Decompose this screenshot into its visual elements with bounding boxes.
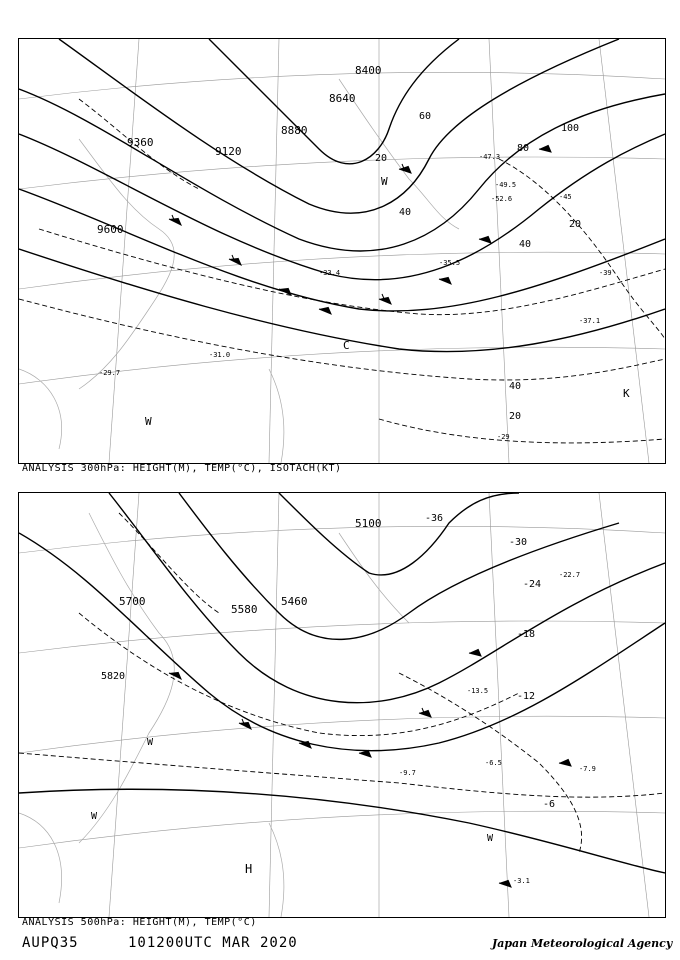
height-label: 9600 bbox=[97, 223, 124, 236]
temp-label: -7.9 bbox=[579, 765, 596, 773]
warm-marker: W bbox=[91, 811, 98, 822]
height-label: 8880 bbox=[281, 124, 308, 137]
temp-label: -18 bbox=[517, 629, 536, 640]
height-label: 9120 bbox=[215, 145, 242, 158]
isotach-label: 40 bbox=[519, 239, 532, 250]
height-label: 5460 bbox=[281, 595, 308, 608]
temp-label: -39 bbox=[599, 269, 612, 277]
temp-label: -6.5 bbox=[485, 759, 502, 767]
valid-time: 101200UTC MAR 2020 bbox=[128, 935, 298, 951]
map-300hpa-panel bbox=[18, 38, 666, 464]
map-300hpa-canvas bbox=[19, 39, 665, 463]
height-label: 8640 bbox=[329, 92, 356, 105]
isotach-label: 80 bbox=[517, 143, 530, 154]
temp-label: -45 bbox=[559, 193, 572, 201]
height-label: 5700 bbox=[119, 595, 146, 608]
height-label: 9360 bbox=[127, 136, 154, 149]
lower-chart-caption: ANALYSIS 500hPa: HEIGHT(M), TEMP(°C) bbox=[22, 917, 257, 928]
temp-label: -33.4 bbox=[319, 269, 341, 277]
cold-marker: C bbox=[343, 339, 350, 352]
temp-label: -49.5 bbox=[495, 181, 517, 189]
isotach-label: 100 bbox=[561, 123, 580, 134]
agency-name: Japan Meteorological Agency bbox=[492, 937, 673, 950]
isotach-label: 20 bbox=[509, 411, 522, 422]
cold-marker: K bbox=[623, 387, 630, 400]
isotach-label: 20 bbox=[569, 219, 582, 230]
temp-label: -22.7 bbox=[559, 571, 581, 579]
chart-code: AUPQ35 bbox=[22, 935, 79, 951]
isotach-label: 60 bbox=[419, 111, 432, 122]
temp-label: -9.7 bbox=[399, 769, 416, 777]
warm-marker: W bbox=[145, 415, 152, 428]
map-500hpa-canvas bbox=[19, 493, 665, 917]
height-label: 5100 bbox=[355, 517, 382, 530]
temp-label: -47.3 bbox=[479, 153, 501, 161]
height-label: 8400 bbox=[355, 64, 382, 77]
warm-marker: W bbox=[381, 175, 388, 188]
graticule bbox=[19, 493, 665, 917]
isotach-label: 40 bbox=[509, 381, 522, 392]
temp-label: -37.1 bbox=[579, 317, 601, 325]
high-pressure-marker: H bbox=[245, 862, 253, 876]
temp-label: -35.5 bbox=[439, 259, 461, 267]
height-label: 5580 bbox=[231, 603, 258, 616]
isotach-label: 20 bbox=[375, 153, 388, 164]
temp-label: -29 bbox=[497, 433, 510, 441]
map-500hpa-panel bbox=[18, 492, 666, 918]
temp-label: -13.5 bbox=[467, 687, 489, 695]
temp-label: -31.0 bbox=[209, 351, 231, 359]
temp-label: -3.1 bbox=[513, 877, 530, 885]
temp-label: -52.6 bbox=[491, 195, 513, 203]
temp-label: -12 bbox=[517, 691, 536, 702]
temp-label: -36 bbox=[425, 513, 444, 524]
wind-barbs bbox=[169, 649, 571, 887]
temp-label: -29.7 bbox=[99, 369, 121, 377]
isotach-contours bbox=[19, 99, 665, 443]
warm-marker: W bbox=[147, 737, 154, 748]
upper-chart-caption: ANALYSIS 300hPa: HEIGHT(M), TEMP(°C), ISOTACH(KT) bbox=[22, 463, 342, 474]
warm-marker: W bbox=[487, 833, 494, 844]
wind-barbs bbox=[169, 145, 551, 314]
isotach-label: 40 bbox=[399, 207, 412, 218]
temp-label: -30 bbox=[509, 537, 528, 548]
temp-label: -24 bbox=[523, 579, 542, 590]
temp-label: -6 bbox=[543, 799, 556, 810]
height-label: 5820 bbox=[101, 671, 126, 682]
